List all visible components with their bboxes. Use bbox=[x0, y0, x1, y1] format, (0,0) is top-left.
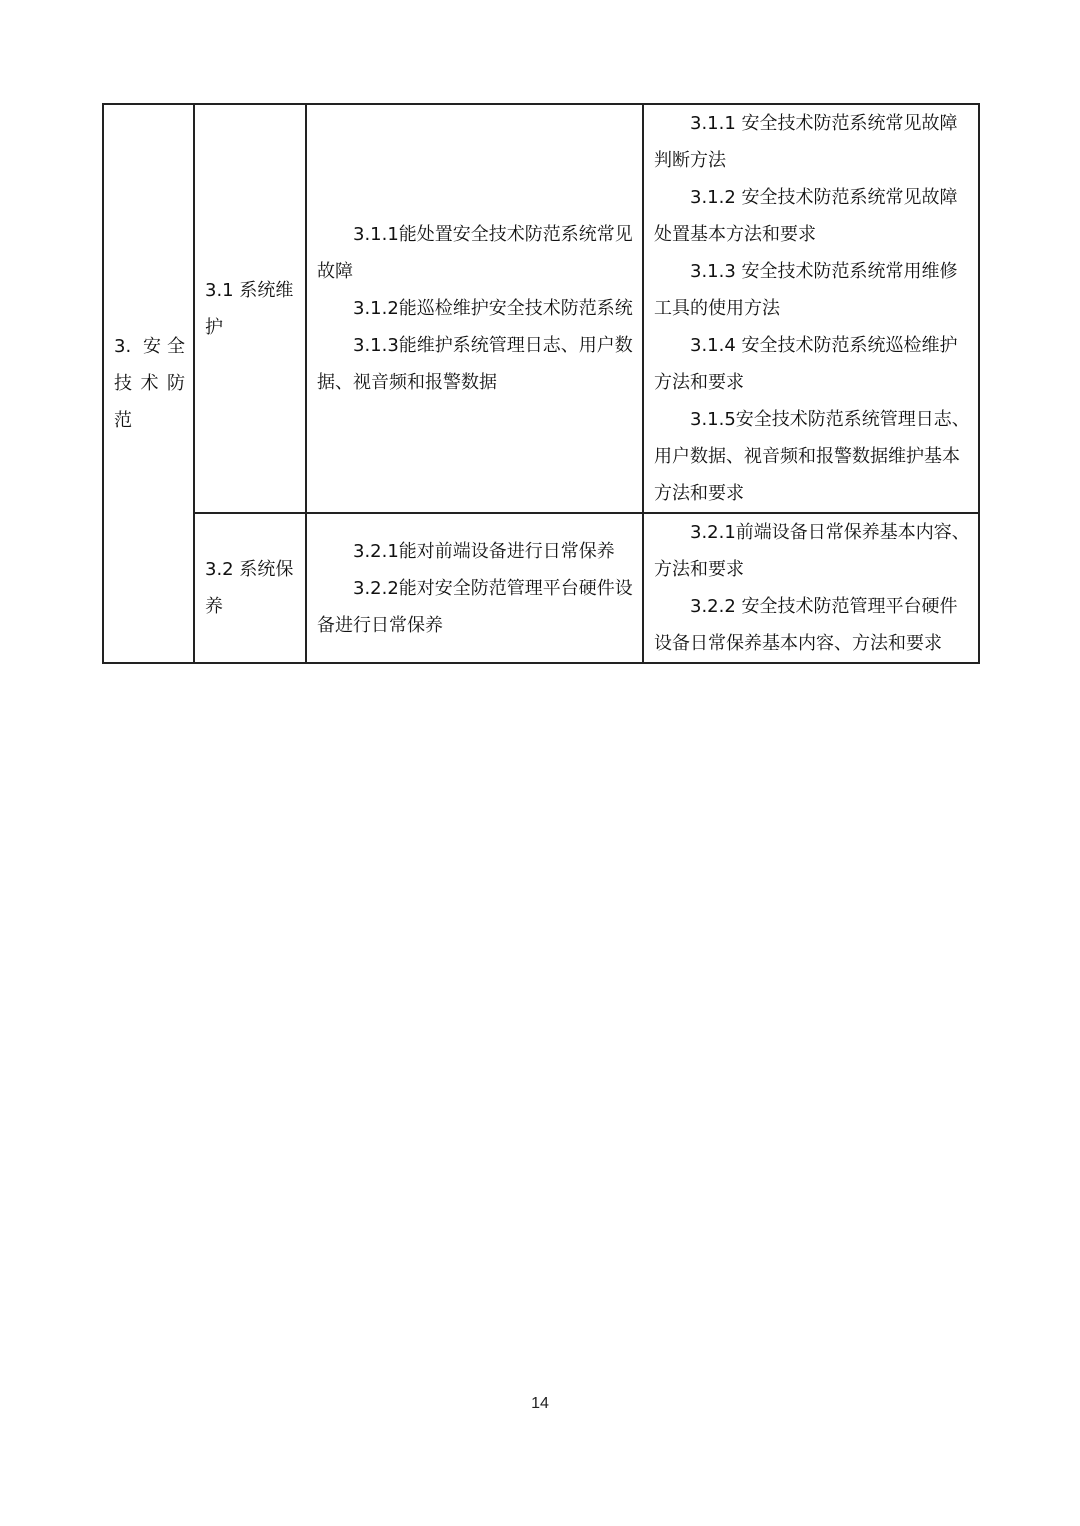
skill-item: 3.1.2能巡检维护安全技术防范系统 bbox=[353, 298, 633, 319]
knowledge-item: 3.2.2 安全技术防范管理平台硬件设备日常保养基本内容、方法和要求 bbox=[654, 596, 958, 654]
knowledge-item: 3.2.1前端设备日常保养基本内容、方法和要求 bbox=[654, 522, 970, 580]
page-number: 14 bbox=[531, 1395, 549, 1412]
domain-cell bbox=[103, 104, 194, 663]
knowledge-item: 3.1.5安全技术防范系统管理日志、用户数据、视音频和报警数据维护基本方法和要求 bbox=[654, 409, 970, 504]
knowledge-item: 3.1.1 安全技术防范系统常见故障判断方法 bbox=[654, 113, 958, 171]
unit-label: 3.1 系统维护 bbox=[205, 279, 294, 338]
skills-cell bbox=[306, 513, 643, 663]
unit-label: 3.2 系统保养 bbox=[205, 559, 294, 617]
unit-cell bbox=[194, 513, 306, 663]
knowledge-cell bbox=[643, 104, 979, 513]
knowledge-cell bbox=[643, 513, 979, 663]
table-row bbox=[103, 104, 979, 513]
knowledge-item: 3.1.3 安全技术防范系统常用维修工具的使用方法 bbox=[654, 261, 958, 319]
domain-label: 3. 安全技术防范 bbox=[114, 336, 185, 431]
skill-item: 3.1.3能维护系统管理日志、用户数据、视音频和报警数据 bbox=[317, 335, 633, 393]
skills-cell bbox=[306, 104, 643, 513]
skills-standard-table bbox=[102, 103, 980, 664]
unit-cell bbox=[194, 104, 306, 513]
skill-item: 3.2.2能对安全防范管理平台硬件设备进行日常保养 bbox=[317, 577, 633, 636]
table-row bbox=[103, 513, 979, 663]
skill-item: 3.1.1能处置安全技术防范系统常见故障 bbox=[317, 224, 633, 282]
knowledge-item: 3.1.2 安全技术防范系统常见故障处置基本方法和要求 bbox=[654, 187, 958, 245]
knowledge-item: 3.1.4 安全技术防范系统巡检维护方法和要求 bbox=[654, 335, 958, 393]
skill-item: 3.2.1能对前端设备进行日常保养 bbox=[353, 540, 615, 562]
